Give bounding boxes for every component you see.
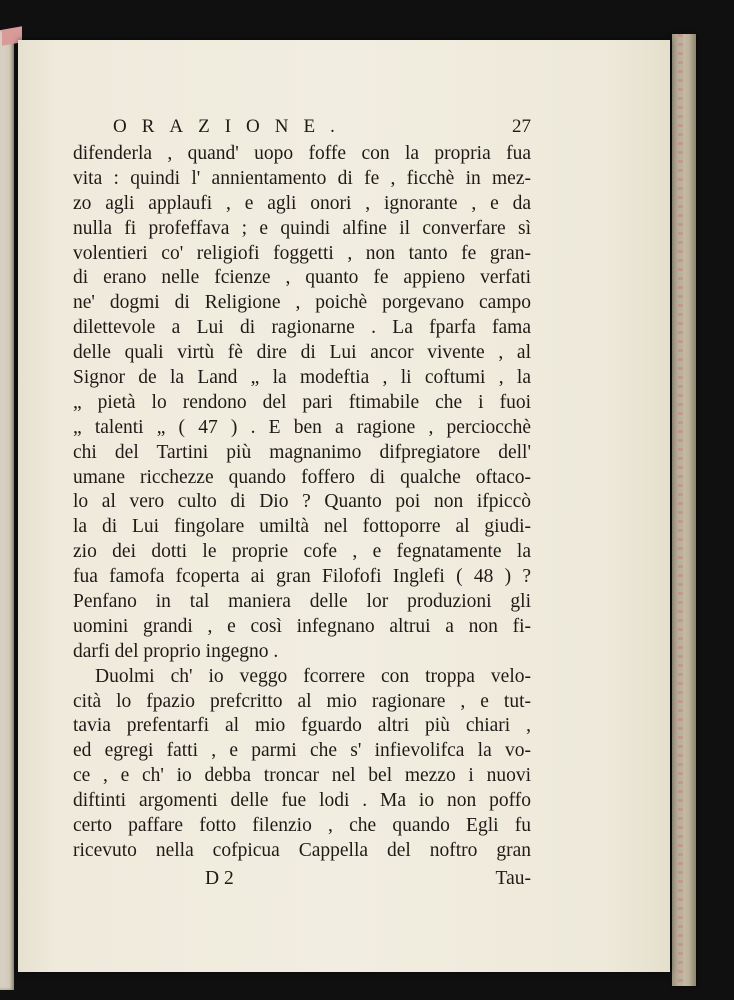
text-line: certo paffare fotto filenzio , che quando Egli fu [73,815,531,837]
text-line: diftinti argomenti delle fue lodi . Ma io non poffo [73,790,531,812]
text-line: „ pietà lo rendono del pari ftimabile che i fuoi [73,391,531,413]
body-text [73,142,531,864]
text-line: fua famofa fcoperta ai gran Filofofi Inglefi ( 48 ) ? [73,566,531,588]
text-line: cità lo fpazio prefcritto al mio ragionare , e tut- [73,690,531,712]
text-line: ed egregi fatti , e parmi che s' infievolifca la vo- [73,740,531,762]
text-line: uomini grandi , e così infegnano altrui a non fi- [73,615,531,637]
text-line: vita : quindi l' annientamento di fe , ficchè in mez- [73,167,531,189]
page-number: 27 [512,116,531,137]
text-line: ricevuto nella cofpicua Cappella del noftro gran [73,839,531,861]
text-line: Penfano in tal maniera delle lor produzioni gli [73,591,531,613]
book-cover-edge [672,34,696,986]
previous-page-edge [0,30,14,990]
text-line: zo agli applaufi , e agli onori , ignorante , e da [73,192,531,214]
text-line: difenderla , quand' uopo foffe con la propria fua [73,143,531,164]
text-line: Signor de la Land „ la modeftia , li coftumi , la [73,367,531,389]
running-head [113,116,531,142]
text-line: lo al vero culto di Dio ? Quanto poi non ifpiccò [73,491,531,513]
text-line: zio dei dotti le proprie cofe , e fegnatamente la [73,541,531,563]
text-line: ce , e ch' io debba troncar nel bel mezzo i nuovi [73,765,531,787]
text-line: volentieri co' religiofi foggetti , non tanto fe gran- [73,242,531,264]
text-line: nulla fi profeffava ; e quindi alfine il converfare sì [73,217,531,239]
text-line: „ talenti „ ( 47 ) . E ben a ragione , perciocchè [73,416,531,438]
text-line: ne' dogmi di Religione , poichè porgevano campo [73,292,531,314]
text-line: chi del Tartini più magnanimo difpregiatore dell' [73,441,531,463]
text-line: umane ricchezze quando foffero di qualche oftaco- [73,466,531,488]
page-text-block [73,116,531,892]
catchword: Tau- [495,867,531,889]
page-footer [73,866,531,892]
paragraph-end-line: darfi del proprio ingegno . [73,640,279,662]
text-line: di erano nelle fcienze , quanto fe appieno verfati [73,267,531,289]
text-line: delle quali virtù fè dire di Lui ancor vivente , al [73,342,531,364]
running-title: ORAZIONE. [113,116,350,137]
paragraph-start-line: Duolmi ch' io veggo fcorrere con troppa velo- [95,665,531,687]
text-line: dilettevole a Lui di ragionarne . La fparfa fama [73,317,531,339]
text-line: tavia prefentarfi al mio fguardo altri più chiari , [73,715,531,737]
text-line: la di Lui fingolare umiltà nel fottoporre al giudi- [73,516,531,538]
book-page [18,40,670,972]
signature-mark: D 2 [205,867,234,889]
